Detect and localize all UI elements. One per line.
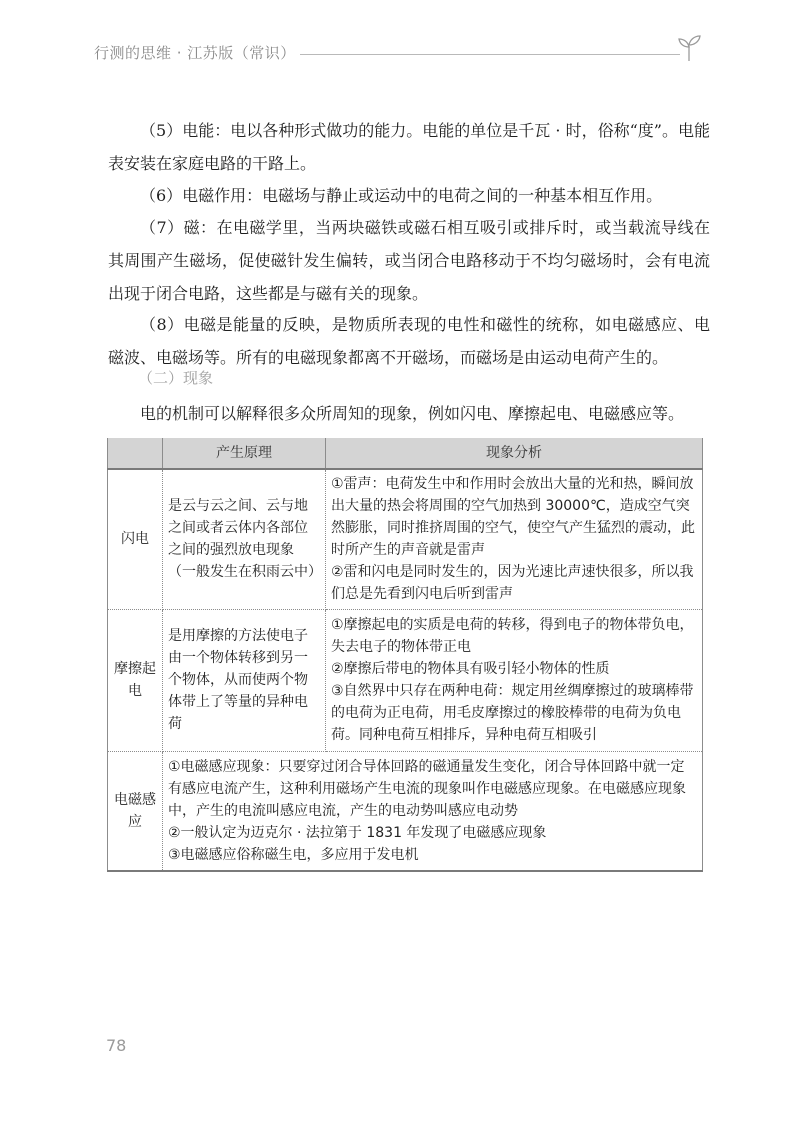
paragraph-electromagnetic-interaction: （6）电磁作用：电磁场与静止或运动中的电荷之间的一种基本相互作用。 <box>140 186 663 205</box>
paragraph-electric-energy: （5）电能：电以各种形式做功的能力。电能的单位是千瓦 · 时，俗称“度”。电能表安装在家庭电路的干路上。 <box>108 121 710 173</box>
analysis-item: ②雷和闪电是同时发生的，因为光速比声速快很多，所以我们总是先看到闪电后听到雷声 <box>331 564 694 603</box>
phenomena-table-wrapper <box>107 438 703 872</box>
header-rule <box>300 54 680 55</box>
analysis-item: ①雷声：电荷发生中和作用时会放出大量的光和热，瞬间放出大量的热会将周围的空气加热到 30000℃，造成空气突然膨胀，同时推挤周围的空气，使空气产生猛烈的震动，此时所产生的声音就是雷声 <box>331 476 695 559</box>
running-header: 行测的思维 · 江苏版（常识） <box>94 44 296 62</box>
paragraph-magnetism: （7）磁：在电磁学里，当两块磁铁或磁石相互吸引或排斥时，或当载流导线在其周围产生磁场，促使磁针发生偏转，或当闭合电路移动于不均匀磁场时，会有电流出现于闭合电路，这些都是与磁有关的现象。 <box>108 218 710 303</box>
analysis-item: ③自然界中只存在两种电荷：规定用丝绸摩擦过的玻璃棒带的电荷为正电荷，用毛皮摩擦过的橡胶棒带的电荷为负电荷。同种电荷互相排斥，异种电荷互相吸引 <box>331 683 694 743</box>
sprout-icon <box>676 34 702 62</box>
row-name-induction: 电磁感应 <box>108 751 163 871</box>
table-header-cause: 产生原理 <box>163 438 326 469</box>
row-name-friction: 摩擦起电 <box>108 609 163 751</box>
analysis-item: ①摩擦起电的实质是电荷的转移，得到电子的物体带负电，失去电子的物体带正电 <box>331 617 694 655</box>
section-subheading: （二）现象 <box>138 369 214 387</box>
table-header-blank <box>108 438 163 469</box>
row-analysis-induction <box>163 751 703 871</box>
phenomena-table <box>107 438 703 872</box>
section-intro: 电的机制可以解释很多众所周知的现象，例如闪电、摩擦起电、电磁感应等。 <box>140 404 685 423</box>
analysis-item: ②一般认定为迈克尔 · 法拉第于 1831 年发现了电磁感应现象 <box>168 824 547 841</box>
row-cause-friction: 是用摩擦的方法使电子由一个物体转移到另一个物体，从而使两个物体带上了等量的异种电荷 <box>163 609 326 751</box>
paragraph-electromagnetism: （8）电磁是能量的反映，是物质所表现的电性和磁性的统称，如电磁感应、电磁波、电磁场等。所有的电磁现象都离不开磁场，而磁场是由运动电荷产生的。 <box>108 315 710 367</box>
analysis-item: ①电磁感应现象：只要穿过闭合导体回路的磁通量发生变化，闭合导体回路中就一定有感应电流产生，这种利用磁场产生电流的现象叫作电磁感应现象。在电磁感应现象中，产生的电流叫感应电流，产生的电动势叫感应电动势 <box>168 758 686 819</box>
row-name-lightning: 闪电 <box>108 469 163 609</box>
analysis-item: ②摩擦后带电的物体具有吸引轻小物体的性质 <box>331 661 610 677</box>
table-header-analysis: 现象分析 <box>326 438 703 469</box>
row-analysis-lightning <box>326 469 703 609</box>
page-number: 78 <box>106 1036 127 1055</box>
table-row <box>108 751 703 871</box>
table-row <box>108 609 703 751</box>
table-row <box>108 469 703 609</box>
row-cause-lightning: 是云与云之间、云与地之间或者云体内各部位之间的强烈放电现象（一般发生在积雨云中） <box>163 469 326 609</box>
row-analysis-friction <box>326 609 703 751</box>
table-header-row <box>108 438 703 469</box>
analysis-item: ③电磁感应俗称磁生电，多应用于发电机 <box>168 846 419 863</box>
